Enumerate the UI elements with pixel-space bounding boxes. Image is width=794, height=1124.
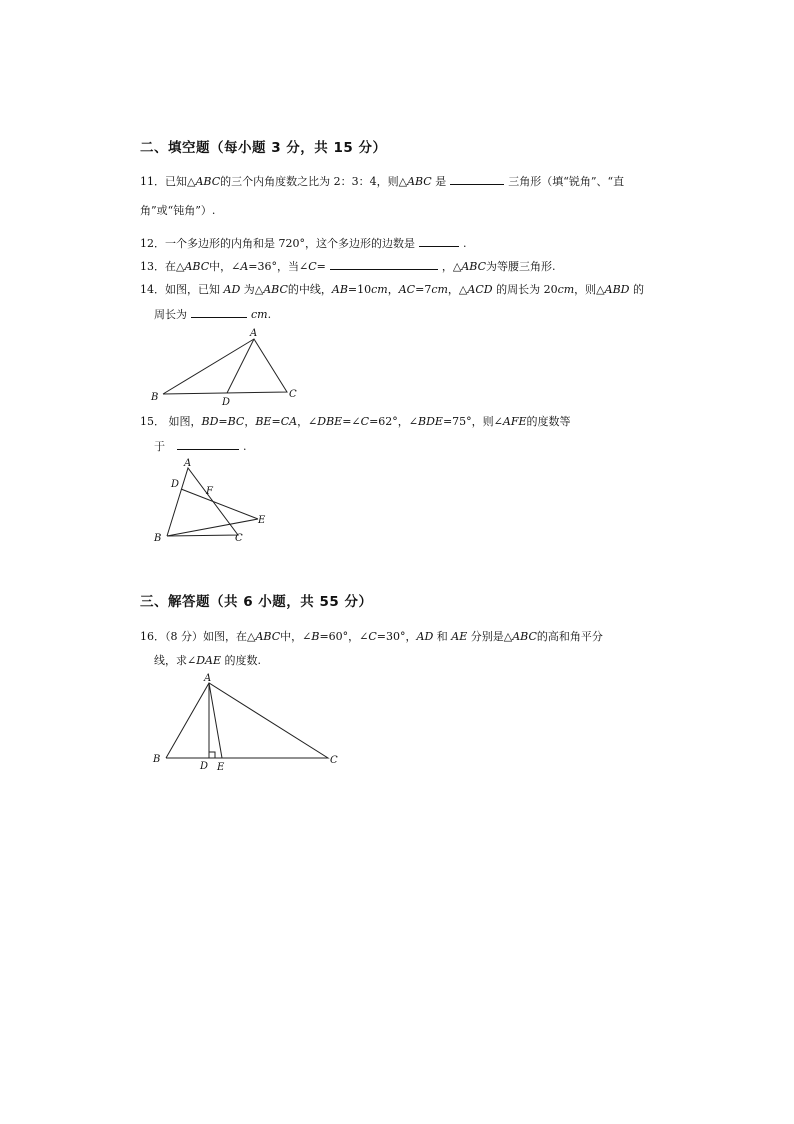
question-15-line-2 bbox=[154, 438, 247, 455]
q14-triangle-figure bbox=[145, 324, 305, 408]
q14-number: 14． bbox=[140, 283, 165, 296]
q14-text: ，△ bbox=[447, 283, 468, 296]
question-12 bbox=[140, 235, 467, 252]
q16-text: 和 bbox=[436, 630, 448, 643]
q11-number: 11． bbox=[140, 175, 165, 188]
q14-unit: cm bbox=[431, 283, 448, 296]
q14-var: AD bbox=[223, 283, 241, 296]
q15-text: ，∠ bbox=[297, 415, 318, 428]
q15-label-c: C bbox=[235, 533, 243, 544]
q11-text: 的三个内角度数之比为 2：3：4，则△ bbox=[220, 175, 408, 188]
q16-text: 的度数. bbox=[224, 654, 262, 667]
q16-bisector-ae bbox=[209, 683, 222, 758]
q15-text: . bbox=[243, 440, 247, 453]
q15-segment-be bbox=[167, 519, 258, 536]
q16-var: DAE bbox=[196, 654, 222, 667]
q16-triangle-abc bbox=[166, 683, 328, 758]
q14-unit: cm bbox=[371, 283, 388, 296]
q16-right-angle-mark bbox=[209, 752, 215, 758]
q13-text: 中，∠ bbox=[209, 260, 241, 273]
q13-var: ABC bbox=[461, 260, 486, 273]
q15-text: =∠ bbox=[342, 415, 361, 428]
q15-var: AFE bbox=[502, 415, 527, 428]
q16-var: AD bbox=[416, 630, 434, 643]
q15-label-e: E bbox=[258, 515, 266, 526]
q16-label-a: A bbox=[204, 673, 212, 684]
q15-text: =62°，∠ bbox=[369, 415, 419, 428]
q14-label-c: C bbox=[289, 389, 297, 400]
q11-var: ABC bbox=[407, 175, 432, 188]
q16-label-e: E bbox=[217, 762, 225, 773]
question-16-line-1 bbox=[140, 629, 603, 645]
q15-text: 于 bbox=[154, 440, 165, 453]
q16-text: =30°， bbox=[376, 630, 417, 643]
q15-number: 15． bbox=[140, 415, 165, 428]
q13-text: =36°，当∠ bbox=[248, 260, 309, 273]
q15-var: C bbox=[360, 415, 370, 428]
question-11-line-1 bbox=[140, 173, 624, 190]
q15-var: BE bbox=[255, 415, 272, 428]
q14-label-b: B bbox=[151, 392, 159, 403]
q16-text: 线，求∠ bbox=[154, 654, 197, 667]
q11-var: ABC bbox=[195, 175, 221, 188]
q14-text: =10 bbox=[347, 283, 372, 296]
q16-var: B bbox=[311, 630, 320, 643]
q12-answer-blank[interactable] bbox=[419, 235, 459, 247]
question-13 bbox=[140, 258, 556, 275]
question-15-line-1 bbox=[140, 414, 571, 430]
q14-text: 的 bbox=[633, 283, 644, 296]
q15-triangle-figure bbox=[145, 455, 275, 545]
q14-label-d: D bbox=[222, 397, 231, 408]
q13-var: A bbox=[240, 260, 249, 273]
q15-text: ， bbox=[244, 415, 256, 428]
q14-text: 如图，已知 bbox=[165, 283, 220, 296]
q15-text: =75°，则∠ bbox=[442, 415, 503, 428]
q11-text: 是 bbox=[435, 175, 447, 188]
q15-label-f: F bbox=[206, 486, 213, 497]
q14-text: . bbox=[267, 308, 272, 321]
q16-label-b: B bbox=[153, 754, 161, 765]
q14-var: AC bbox=[398, 283, 416, 296]
q15-segment-ed bbox=[181, 489, 258, 519]
question-11-line-2 bbox=[140, 203, 215, 219]
q14-unit: cm bbox=[251, 308, 268, 321]
question-14-line-1 bbox=[140, 282, 644, 298]
q13-number: 13． bbox=[140, 260, 165, 273]
q11-text: 已知△ bbox=[165, 175, 196, 188]
q16-triangle-figure bbox=[148, 670, 348, 774]
q14-answer-blank[interactable] bbox=[191, 306, 247, 318]
q15-text: 如图， bbox=[168, 415, 202, 428]
q14-text: 的周长为 20 bbox=[496, 283, 558, 296]
q15-var: BDE bbox=[418, 415, 443, 428]
q15-var: BD bbox=[201, 415, 219, 428]
q15-answer-blank[interactable] bbox=[177, 438, 239, 450]
q11-answer-blank[interactable] bbox=[450, 173, 504, 185]
q12-number: 12． bbox=[140, 237, 165, 250]
q14-text: 的中线， bbox=[287, 283, 332, 296]
q14-var: AB bbox=[331, 283, 348, 296]
q14-unit: cm bbox=[557, 283, 575, 296]
q16-var: ABC bbox=[255, 630, 281, 643]
q16-number: 16． bbox=[140, 630, 165, 643]
q15-label-b: B bbox=[154, 533, 162, 544]
q15-var: BC bbox=[227, 415, 245, 428]
q16-text: 的高和角平分 bbox=[536, 630, 603, 643]
q16-var: AE bbox=[451, 630, 468, 643]
q15-var: DBE bbox=[317, 415, 343, 428]
q15-var: CA bbox=[280, 415, 298, 428]
q16-label-c: C bbox=[330, 755, 338, 766]
q16-text: 分别是△ bbox=[470, 630, 513, 643]
q11-text: 角”或“钝角”）. bbox=[140, 204, 216, 217]
q14-text: =7 bbox=[415, 283, 432, 296]
q14-var: ABC bbox=[263, 283, 288, 296]
q13-var: ABC bbox=[184, 260, 210, 273]
section-2-title: 二、填空题（每小题 3 分，共 15 分） bbox=[140, 140, 387, 156]
q13-text: 在△ bbox=[165, 260, 185, 273]
q13-text: 为等腰三角形. bbox=[486, 260, 556, 273]
q14-text: ， bbox=[387, 283, 399, 296]
q16-label-d: D bbox=[200, 761, 209, 772]
q15-text: 的度数等 bbox=[526, 415, 571, 428]
q16-text: （8 分）如图，在△ bbox=[165, 630, 256, 643]
q14-var: ACD bbox=[467, 283, 493, 296]
q14-text: ，则△ bbox=[574, 283, 605, 296]
q14-var: ABD bbox=[604, 283, 630, 296]
q14-label-a: A bbox=[250, 328, 258, 339]
q16-var: ABC bbox=[512, 630, 537, 643]
q12-text: 一个多边形的内角和是 720°，这个多边形的边数是 bbox=[165, 237, 415, 250]
q14-triangle-abc bbox=[163, 339, 287, 394]
q13-text: = bbox=[316, 260, 326, 273]
q15-label-d: D bbox=[171, 479, 180, 490]
q16-text: 中，∠ bbox=[280, 630, 312, 643]
q13-var: C bbox=[308, 260, 317, 273]
q16-var: C bbox=[368, 630, 377, 643]
question-14-line-2 bbox=[154, 306, 271, 323]
q13-text: ，△ bbox=[441, 260, 462, 273]
q15-text: = bbox=[271, 415, 281, 428]
q15-label-a: A bbox=[184, 458, 192, 469]
q12-text: . bbox=[463, 237, 467, 250]
q15-text: = bbox=[218, 415, 228, 428]
q13-answer-blank[interactable] bbox=[330, 258, 438, 270]
q16-text: =60°，∠ bbox=[319, 630, 369, 643]
section-3-title: 三、解答题（共 6 小题，共 55 分） bbox=[140, 594, 373, 610]
q11-text: 三角形（填“锐角”、“直 bbox=[508, 175, 625, 188]
question-16-line-2 bbox=[154, 653, 261, 669]
q14-text: 周长为 bbox=[154, 308, 187, 321]
q14-text: 为△ bbox=[243, 283, 264, 296]
